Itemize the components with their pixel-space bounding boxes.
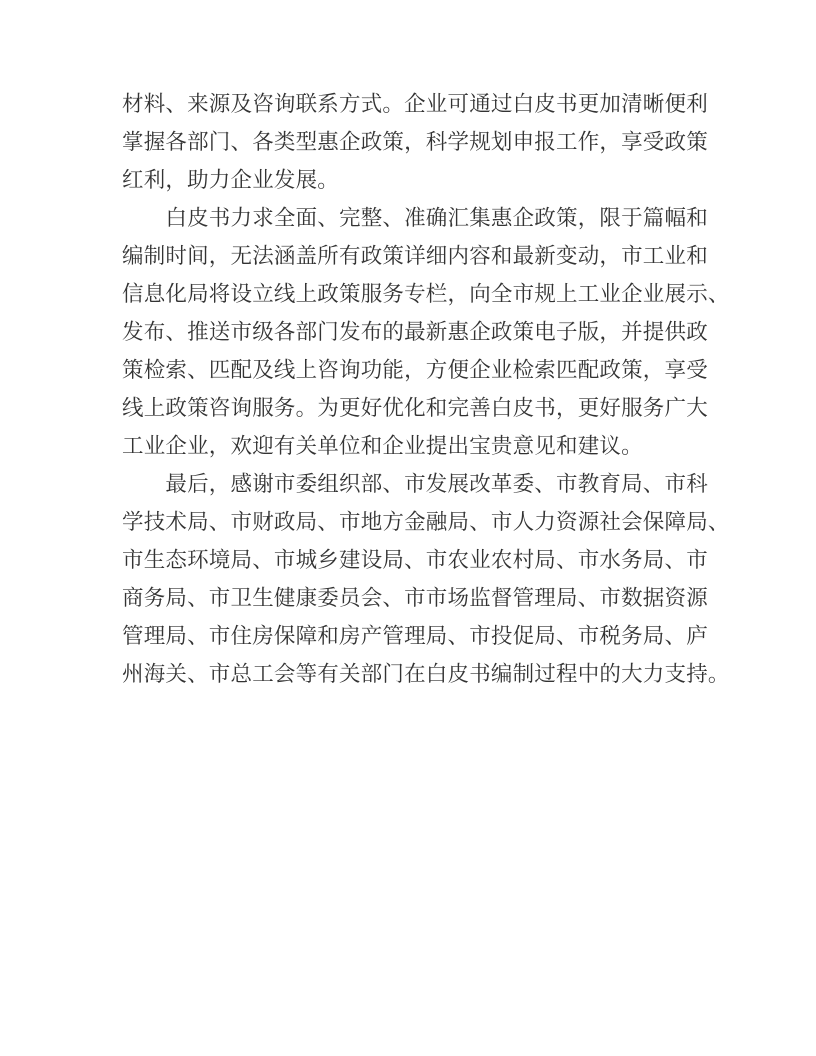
text-line: 红利，助力企业发展。 bbox=[122, 168, 340, 193]
paragraph-3 bbox=[122, 466, 730, 694]
text-line: 州海关、市总工会等有关部门在白皮书编制过程中的大力支持。 bbox=[122, 662, 730, 687]
text-line: 最后，感谢市委组织部、市发展改革委、市教育局、市科 bbox=[122, 472, 708, 497]
text-line: 商务局、市卫生健康委员会、市市场监督管理局、市数据资源 bbox=[122, 586, 708, 611]
document-body bbox=[122, 86, 730, 694]
text-line: 管理局、市住房保障和房产管理局、市投促局、市税务局、庐 bbox=[122, 624, 708, 649]
paragraph-2 bbox=[122, 200, 730, 466]
text-line: 工业企业，欢迎有关单位和企业提出宝贵意见和建议。 bbox=[122, 434, 643, 459]
text-line: 材料、来源及咨询联系方式。企业可通过白皮书更加清晰便利 bbox=[122, 92, 708, 117]
text-line: 策检索、匹配及线上咨询功能，方便企业检索匹配政策，享受 bbox=[122, 358, 708, 383]
text-line: 市生态环境局、市城乡建设局、市农业农村局、市水务局、市 bbox=[122, 548, 708, 573]
text-line: 掌握各部门、各类型惠企政策，科学规划申报工作，享受政策 bbox=[122, 130, 708, 155]
text-line: 编制时间，无法涵盖所有政策详细内容和最新变动，市工业和 bbox=[122, 244, 708, 269]
text-line: 线上政策咨询服务。为更好优化和完善白皮书，更好服务广大 bbox=[122, 396, 708, 421]
text-line: 白皮书力求全面、完整、准确汇集惠企政策，限于篇幅和 bbox=[122, 206, 708, 231]
text-line: 学技术局、市财政局、市地方金融局、市人力资源社会保障局、 bbox=[122, 510, 730, 535]
text-line: 信息化局将设立线上政策服务专栏，向全市规上工业企业展示、 bbox=[122, 282, 730, 307]
paragraph-1 bbox=[122, 86, 717, 200]
text-line: 发布、推送市级各部门发布的最新惠企政策电子版，并提供政 bbox=[122, 320, 708, 345]
